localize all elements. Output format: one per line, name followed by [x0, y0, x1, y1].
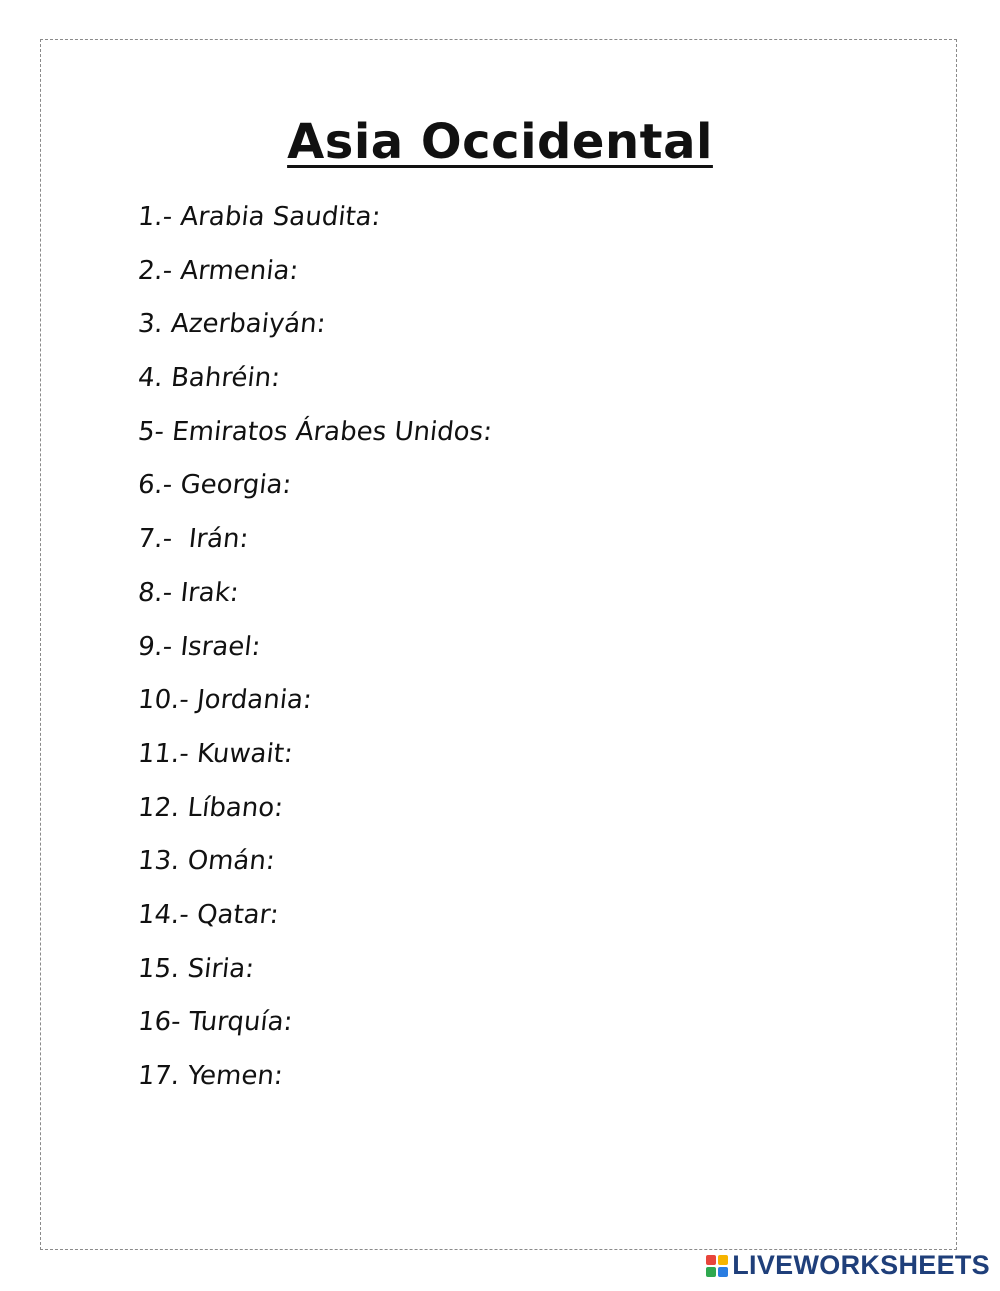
list-item: 15. Siria:: [136, 953, 256, 984]
country-list: [138, 191, 492, 1104]
list-item: 6.- Georgia:: [136, 470, 293, 501]
list-item: 11.- Kuwait:: [136, 738, 295, 769]
list-item: 14.- Qatar:: [136, 899, 281, 930]
logo-square: [718, 1255, 728, 1265]
brand-name: LIVEWORKSHEETS: [732, 1250, 990, 1280]
logo-square: [706, 1255, 716, 1265]
list-item: 8.- Irak:: [136, 577, 241, 608]
list-item: 3. Azerbaiyán:: [136, 309, 328, 340]
worksheet-title: [0, 112, 1000, 172]
liveworksheets-brand: [706, 1250, 990, 1281]
list-item: 2.- Armenia:: [136, 255, 300, 286]
logo-square: [706, 1267, 716, 1277]
list-item: 10.- Jordania:: [136, 685, 314, 716]
list-item: 16- Turquía:: [136, 1007, 294, 1038]
list-item: 7.- Irán:: [136, 524, 250, 555]
worksheet-title-text: Asia Occidental: [287, 114, 713, 170]
list-item: 1.- Arabia Saudita:: [136, 202, 382, 232]
list-item: 13. Omán:: [136, 846, 277, 877]
list-item: 12. Líbano:: [136, 792, 285, 823]
liveworksheets-logo-icon: [706, 1255, 728, 1277]
list-item: 5- Emiratos Árabes Unidos:: [136, 416, 494, 447]
logo-square: [718, 1267, 728, 1277]
list-item: 9.- Israel:: [136, 631, 262, 662]
list-item: 4. Bahréin:: [136, 363, 282, 394]
list-item: 17. Yemen:: [136, 1061, 285, 1091]
